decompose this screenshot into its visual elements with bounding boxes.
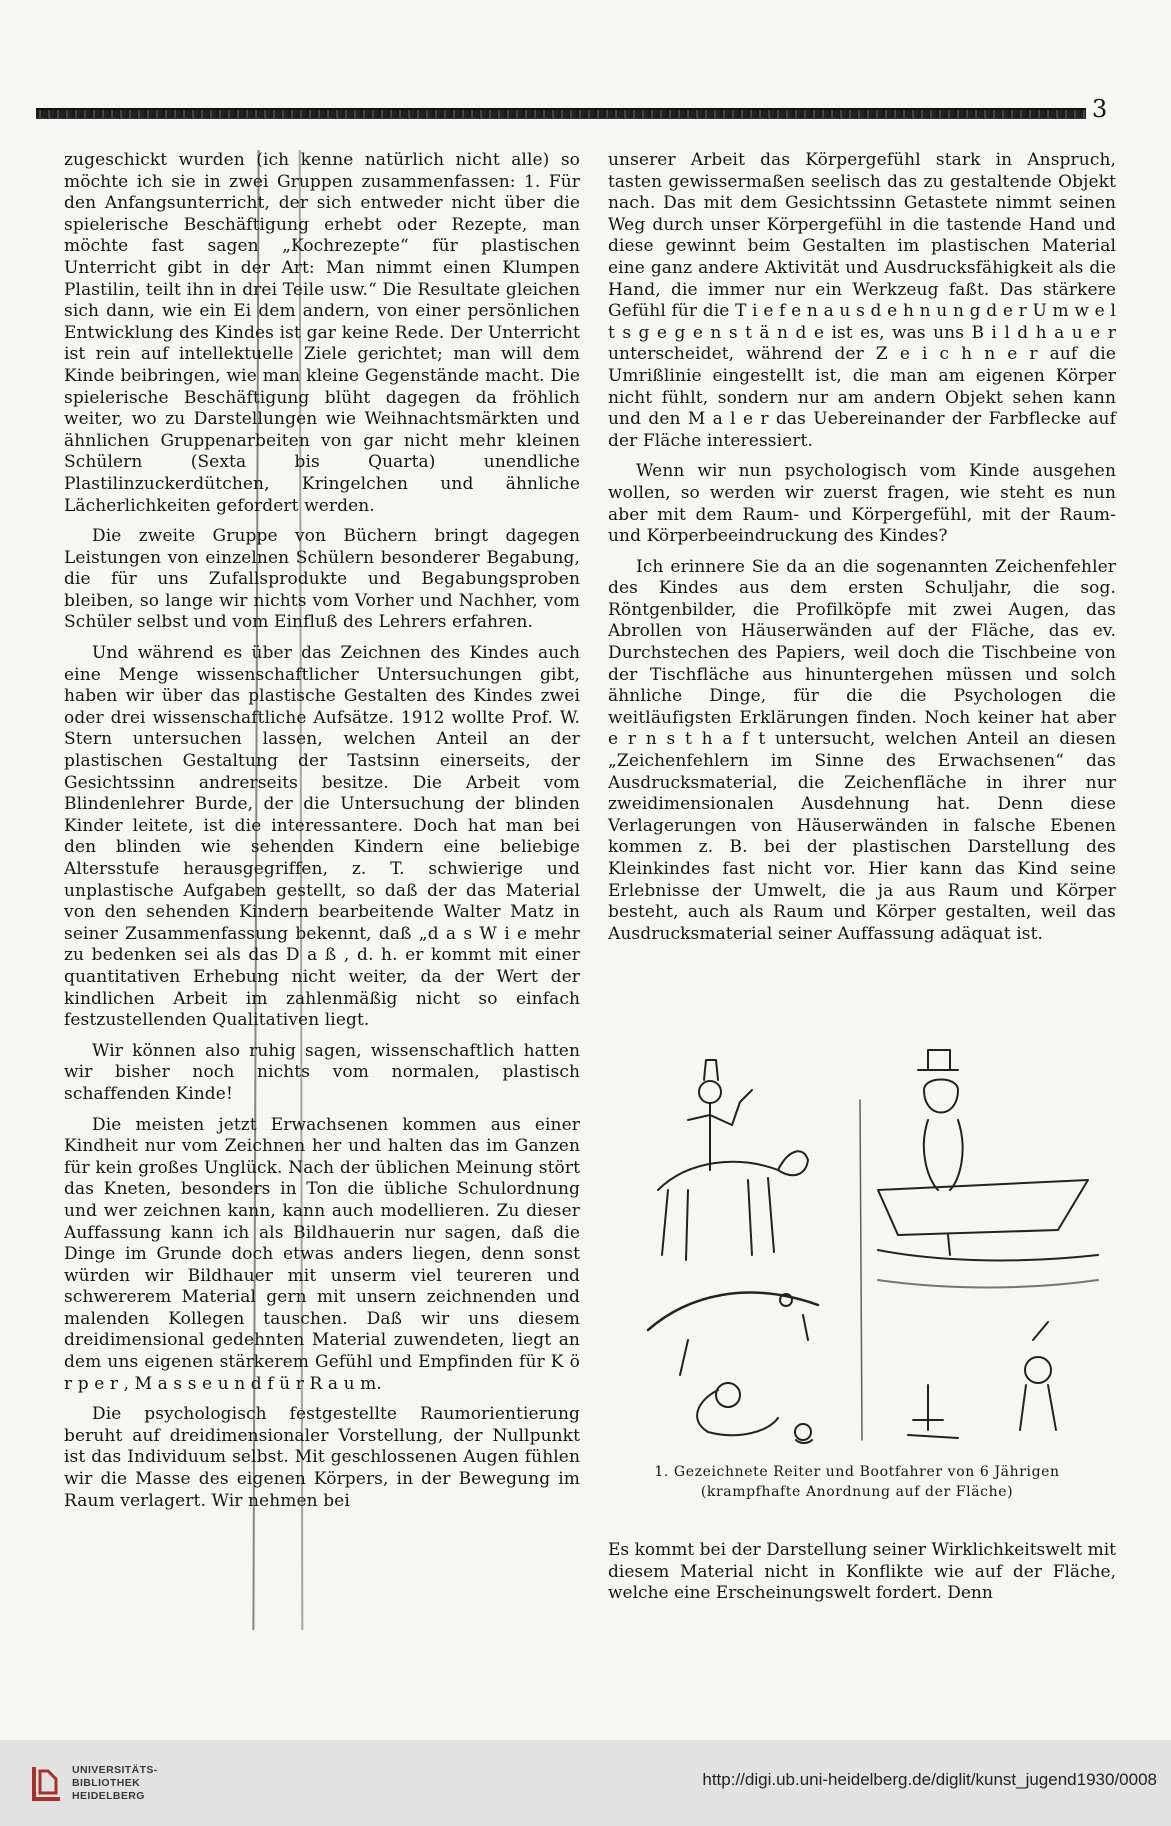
paragraph: Die psychologisch festgestellte Raumorientierung beruht auf dreidimensionaler Vorstellung, der Nullpunkt ist das Individuum selbst. Mit geschlossenen Augen fühlen wir die Masse des eigenen Körpers, in der Bewegung im Raum verlagert. Wir nehmen bei <box>64 1404 580 1511</box>
header-rule <box>36 108 1086 119</box>
library-name <box>72 1764 158 1803</box>
children-drawing-figure <box>628 1040 1106 1450</box>
paragraph: unserer Arbeit das Körpergefühl stark in Anspruch, tasten gewissermaßen seelisch das zu gestaltende Objekt nach. Das mit dem Gesichtssinn Getastete nimmt seinen Weg durch unser Körpergefühl in die tastende Hand und diese gewinnt beim Gestalten im plastischen Material eine ganz andere Aktivität und Ausdrucksfähigkeit als die Hand, die immer nur ein Werkzeug faßt. Das stärkere Gefühl für die T i e f e n a u s d e h n u n g d e r U m w e l t s g e g e n s t ä n d e ist es, was uns B i l d h a u e r unterscheidet, während der Z e i c h n e r auf die Umrißlinie eingestellt ist, die man am eigenen Körper nicht fühlt, sondern nur am andern Objekt sehen kann und den M a l e r das Uebereinander der Farbflecke auf der Fläche interessiert. <box>608 150 1116 451</box>
right-column <box>608 150 1116 945</box>
drawing-illustration <box>628 1040 1106 1450</box>
paragraph: Ich erinnere Sie da an die sogenannten Zeichenfehler des Kindes aus dem ersten Schuljahr, die sog. Röntgenbilder, die Profilköpfe mit zwei Augen, das Abrollen von Häuserwänden auf der Fläche, das ev. Durchstechen des Papiers, weil doch die Tischbeine von der Tischfläche aus hinuntergehen müssen und solch ähnliche Dinge, für die die Psychologen die weitläufigsten Erklärungen finden. Noch keiner hat aber e r n s t h a f t untersucht, welchen Anteil an diesen „Zeichenfehlern im Sinne des Erwachsenen“ das Ausdrucksmaterial, die Zeichenfläche in ihrer nur zweidimensionalen Ausdehnung hat. Denn diese Verlagerungen von Häuserwänden in falsche Ebenen kommen z. B. bei der plastischen Darstellung des Kleinkindes fast nicht vor. Hier kann das Kind seine Erlebnisse der Umwelt, die ja aus Raum und Körper besteht, auch als Raum und Körper gestalten, weil das Ausdrucksmaterial seiner Auffassung adäquat ist. <box>608 556 1116 944</box>
library-logo-icon <box>30 1765 64 1801</box>
footer-bar <box>0 1740 1171 1826</box>
paragraph: Die meisten jetzt Erwachsenen kommen aus einer Kindheit nur vom Zeichnen her und halten das im Ganzen für kein großes Unglück. Nach der üblichen Meinung stört das Kneten, besonders in Ton die übliche Schulordnung und wer zeichnen kann, kann auch modellieren. Zu dieser Auffassung kann ich als Bildhauerin nur sagen, daß die Dinge im Grunde doch etwas anders liegen, denn sonst würden wir Bildhauer mit unserm viel teureren und schwererem Material gern mit unsern zeichnenden und malenden Kollegen tauschen. Daß wir uns diesem dreidimensional gedehnten Material zuwendeten, liegt an dem uns eigenen stärkerem Gefühl und Empfinden für K ö r p e r , M a s s e u n d f ü r R a u m. <box>64 1114 580 1394</box>
caption-line: (krampfhafte Anordnung auf der Fläche) <box>700 1484 1014 1500</box>
left-column <box>64 150 580 1512</box>
source-url-link[interactable]: http://digi.ub.uni-heidelberg.de/diglit/kunst_jugend1930/0008 <box>702 1770 1157 1789</box>
library-name-line: UNIVERSITÄTS- <box>72 1764 158 1776</box>
library-name-line: BIBLIOTHEK <box>72 1777 141 1789</box>
library-name-line: HEIDELBERG <box>72 1790 145 1802</box>
paragraph-after-figure: Es kommt bei der Darstellung seiner Wirklichkeitswelt mit diesem Material nicht in Konflikte wie auf der Fläche, welche eine Erscheinungswelt fordert. Denn <box>608 1540 1116 1604</box>
figure-caption <box>608 1462 1106 1502</box>
page-number: 3 <box>1092 95 1108 123</box>
paragraph: Wir können also ruhig sagen, wissenschaftlich hatten wir bisher noch nichts vom normalen, plastisch schaffenden Kinde! <box>64 1040 580 1104</box>
paragraph: zugeschickt wurden (ich kenne natürlich nicht alle) so möchte ich sie in zwei Gruppen zusammenfassen: 1. Für den Anfangsunterricht, der sich entweder nicht über die spielerische Beschäftigung erhebt oder Rezepte, man möchte fast sagen „Kochrezepte“ für plastischen Unterricht gibt in der Art: Man nimmt einen Klumpen Plastilin, teilt ihn in drei Teile usw.“ Die Resultate gleichen sich dann, wie ein Ei dem andern, von einer persönlichen Entwicklung des Kindes ist gar keine Rede. Der Unterricht ist rein auf intellektuelle Ziele gerichtet; man will dem Kinde beibringen, wie man kleine Gegenstände macht. Die spielerische Beschäftigung blüht dagegen da fröhlich weiter, wo zu Darstellungen wie Weihnachtsmärkten und ähnlichen Gruppenarbeiten von gar nicht mehr kleinen Schülern (Sexta bis Quarta) unendliche Plastilinzuckerdütchen, Kringelchen und ähnliche Lächerlichkeiten gefordert werden. <box>64 150 580 516</box>
paragraph: Und während es über das Zeichnen des Kindes auch eine Menge wissenschaftlicher Untersuchungen gibt, haben wir über das plastische Gestalten des Kindes zwei oder drei wissenschaftliche Aufsätze. 1912 wollte Prof. W. Stern untersuchen lassen, welchen Anteil an der plastischen Gestaltung der Tastsinn einerseits, der Gesichtssinn andrerseits besitze. Die Arbeit vom Blindenlehrer Burde, der die Untersuchung der blinden Kinder leitete, ist die interessantere. Doch hat man bei den blinden wie sehenden Kindern eine beliebige Altersstufe herausgegriffen, z. T. schwierige und unplastische Aufgaben gestellt, so daß der das Material von den sehenden Kindern bearbeitende Walter Matz in seiner Zusammenfassung bekennt, daß „d a s W i e mehr zu bedenken sei als das D a ß , d. h. er kommt mit einer quantitativen Erhebung nicht weiter, da der Wert der kindlichen Arbeit im zahlenmäßig nicht so einfach festzustellenden Qualitativen liegt. <box>64 643 580 1031</box>
paragraph: Die zweite Gruppe von Büchern bringt dagegen Leistungen von einzelnen Schülern besonderer Begabung, die für uns Zufallsprodukte und Begabungsproben bleiben, so lange wir nichts vom Vorher und Nachher, vom Schüler selbst und vom Einfluß des Lehrers erfahren. <box>64 526 580 633</box>
caption-line: 1. Gezeichnete Reiter und Bootfahrer von 6 Jährigen <box>654 1464 1060 1480</box>
paragraph: Wenn wir nun psychologisch vom Kinde ausgehen wollen, so werden wir zuerst fragen, wie steht es nun aber mit dem Raum- und Körpergefühl, mit der Raum- und Körperbeeindruckung des Kindes? <box>608 461 1116 547</box>
